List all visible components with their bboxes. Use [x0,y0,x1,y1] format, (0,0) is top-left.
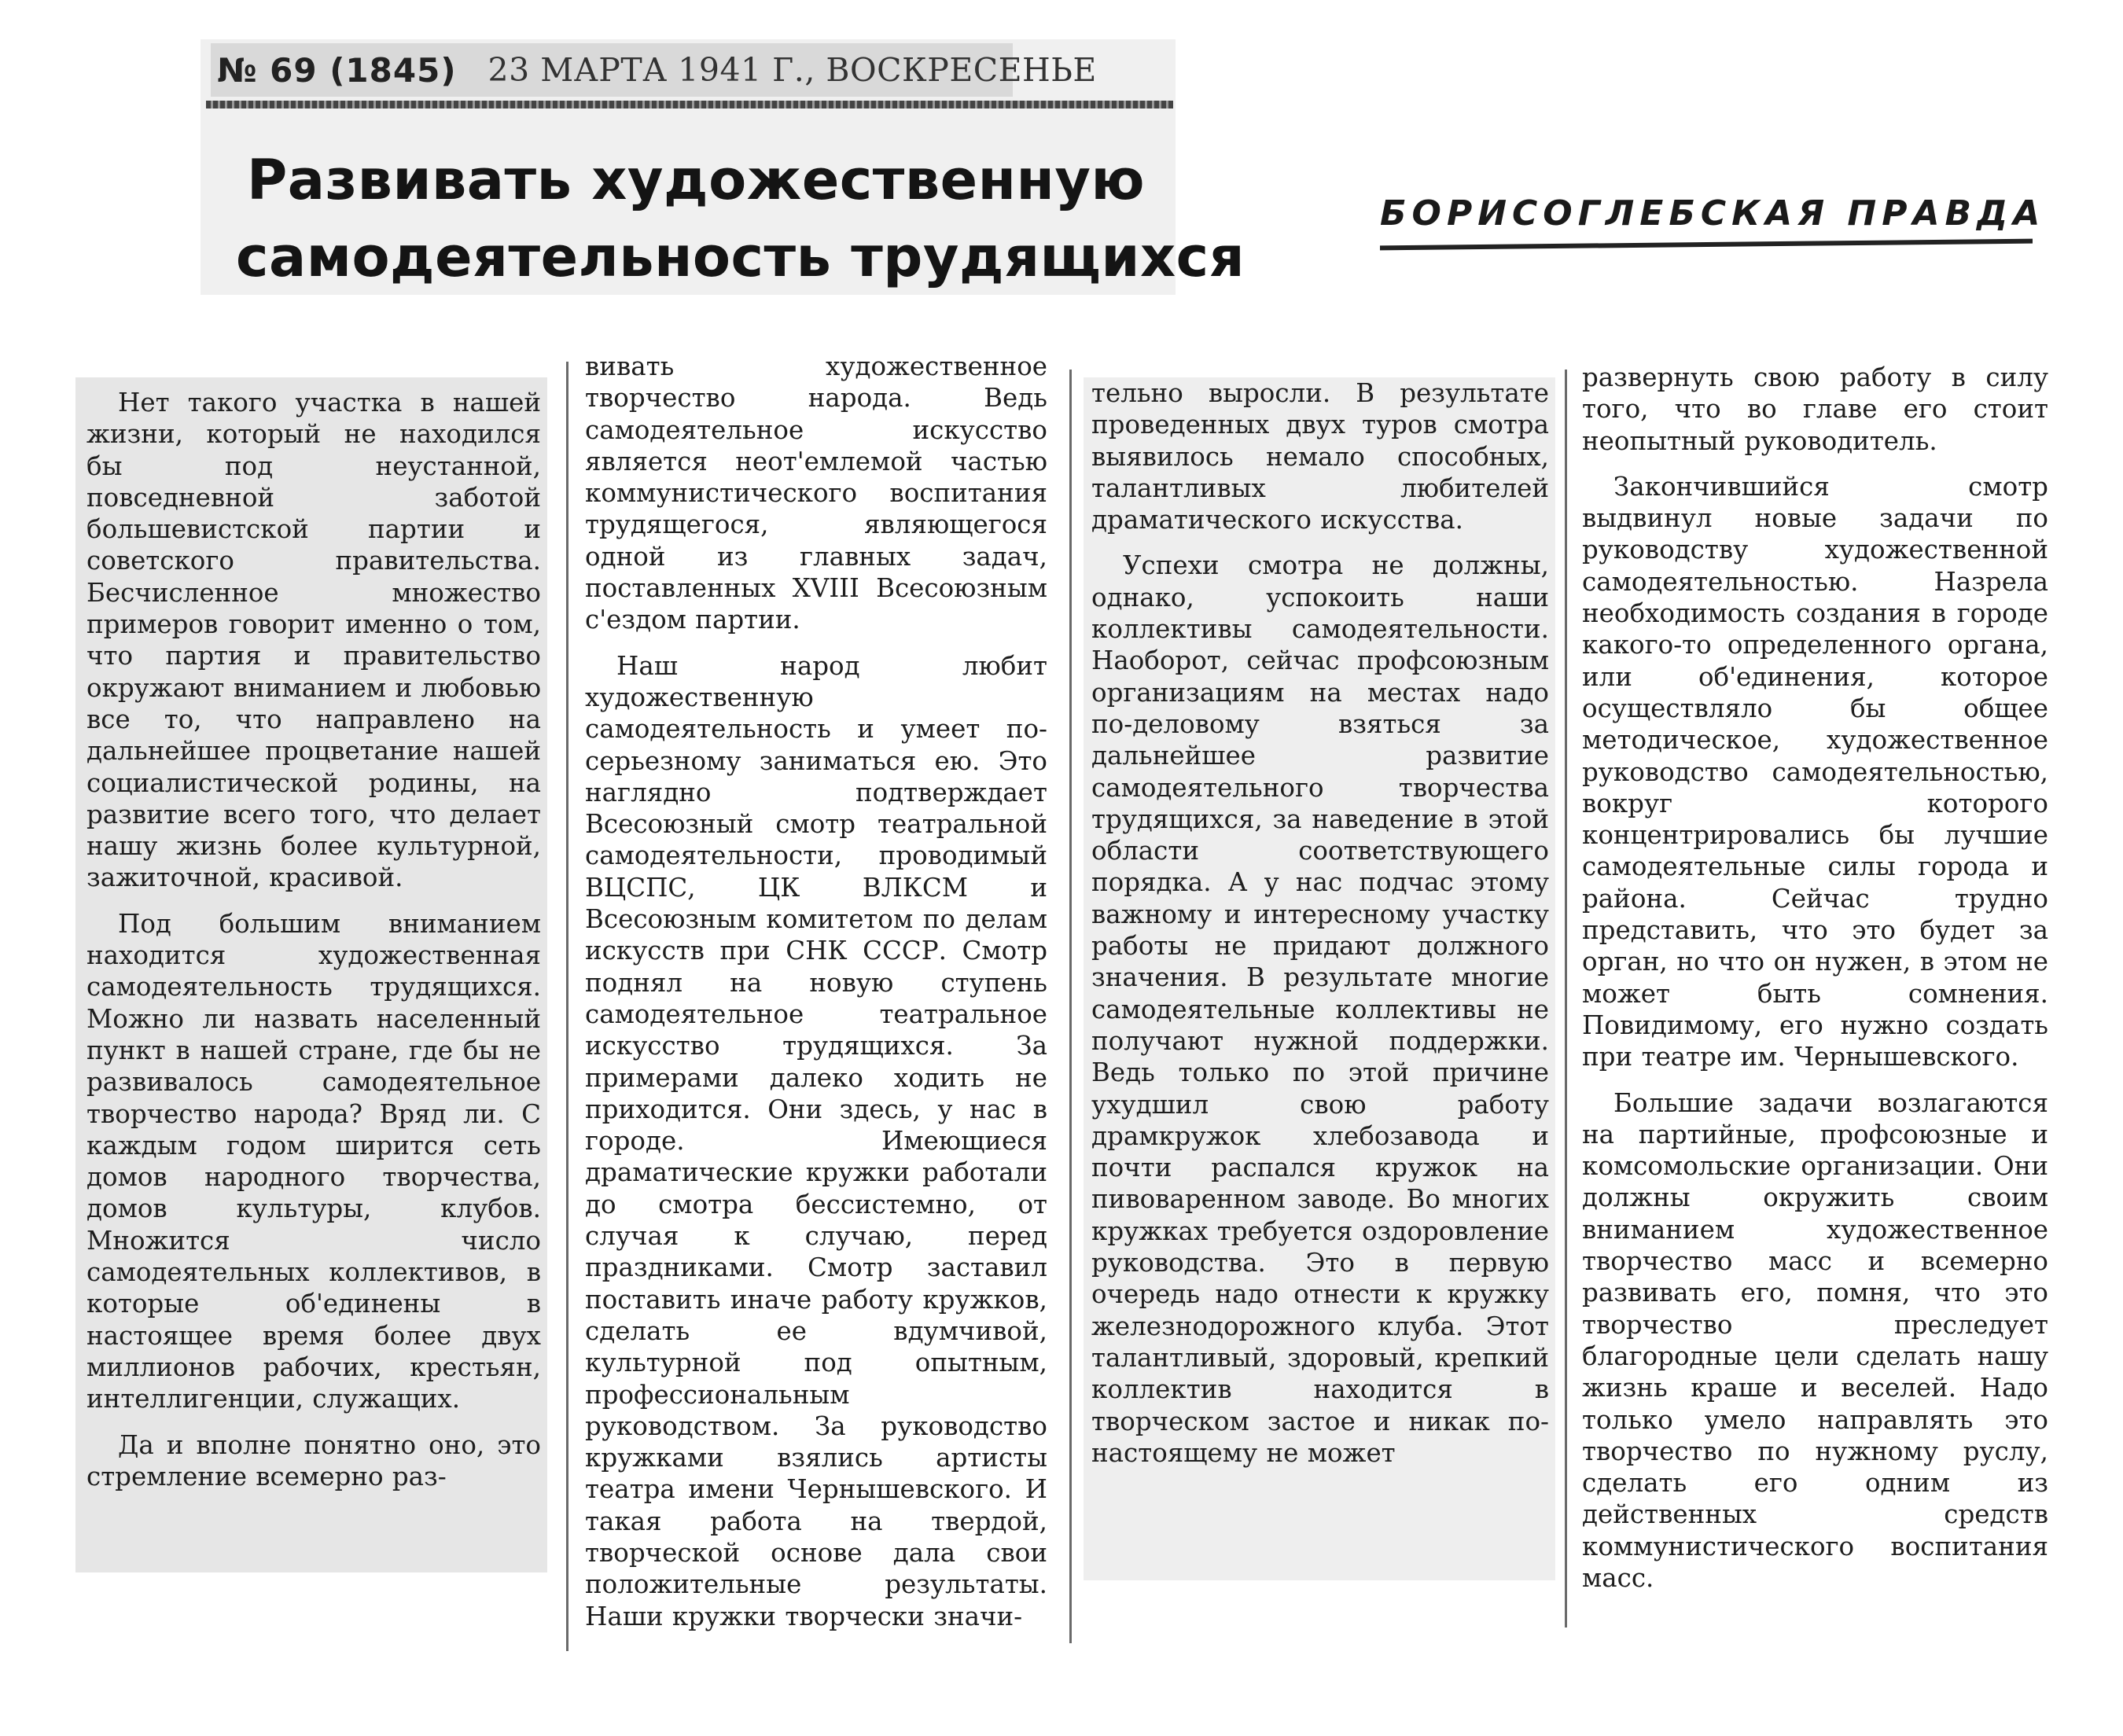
newspaper-name: БОРИСОГЛЕБСКАЯ ПРАВДА [1380,193,2046,234]
paragraph: Большие задачи возлагаются на партийные, профсоюзные и комсомольские организации. Они должны окружить своим вниманием художественное творчество масс и всемерно развивать его, помня, что это творчество преследует благородные цели сделать нашу жизнь краше и веселей. Надо только умело направлять это творчество по нужному руслу, сделать его одним из действенных средств коммунистического воспитания масс. [1582,1087,2048,1593]
paragraph: вивать художественное творчество народа. Ведь самодеятельное искусство является неот'емлемой частью коммунистического воспитания трудящегося, являющегося одной из главных задач, поставленных XVIII Всесоюзным с'ездом партии. [585,351,1047,635]
article-column-4 [1573,362,2056,1690]
paragraph: Наш народ любит художественную самодеятельность и умеет по-серьезному заниматься ею. Это наглядно подтверждает Всесоюзный смотр театральной самодеятельности, проводимый ВЦСПС, ЦК ВЛКСМ и Всесоюзным комитетом по делам искусств при СНК СССР. Смотр поднял на новую ступень самодеятельное театральное искусство трудящихся. За примерами далеко ходить не приходится. Они здесь, у нас в городе. Имеющиеся драматические кружки работали до смотра бессистемно, от случая к случаю, перед праздниками. Смотр заставил поставить иначе работу кружков, сделать ее вдумчивой, культурной под опытным, профессиональным руководством. За руководство кружками взялись артисты театра имени Чернышевского. И такая работа на твердой, творческой основе дала свои положительные результаты. Наши кружки творчески значи- [585,650,1047,1631]
issue-number: № 69 (1845) [217,50,457,90]
headline-line-1: Развивать художественную [246,148,1146,212]
column-divider-2 [1069,370,1072,1643]
column-divider-1 [566,362,568,1651]
issue-date: 23 МАРТА 1941 Г., ВОСКРЕСЕНЬЕ [488,51,1097,89]
issue-line [211,43,1097,97]
newspaper-name-rule [1380,239,2033,251]
article-column-2 [582,351,1054,1672]
issue-rule [206,101,1173,108]
headline-line-2: самодеятельность трудящихся [236,225,1245,289]
paragraph: развернуть свою работу в силу того, что во главе его стоит неопытный руководитель. [1582,362,2048,456]
paragraph: Нет такого участка в нашей жизни, который не находился бы под неустанной, повседневной заботой большевистской партии и советского правительства. Бесчисленное множество примеров говорит именно о том, что партия и правительство окружают вниманием и любовью все то, что направлено на дальнейшее процветание нашей социалистической родины, на развитие всего того, что делает нашу жизнь более культурной, зажиточной, красивой. [86,388,541,893]
paragraph: Закончившийся смотр выдвинул новые задачи по руководству художественной самодеятельностью. Назрела необходимость создания в городе какого-то определенного органа, или об'единения, которое осуществляло бы общее методическое, художественное руководство самодеятельностью, вокруг которого концентрировались бы лучшие самодеятельные силы города и района. Сейчас трудно представить, что это будет за орган, но что он нужен, в этом не может быть сомнения. Повидимому, его нужно создать при театре им. Чернышевского. [1582,471,2048,1072]
paragraph: Да и вполне понятно оно, это стремление всемерно раз- [86,1429,541,1491]
paragraph: тельно выросли. В результате проведенных двух туров смотра выявилось немало способных, талантливых любителей драматического искусства. [1091,378,1549,535]
headline [236,142,1245,296]
paragraph: Успехи смотра не должны, однако, успокоить наши коллективы самодеятельности. Наоборот, сейчас профсоюзным организациям на местах надо по-деловому взяться за дальнейшее развитие самодеятельного творчества трудящихся, за наведение в этой области соответствующего порядка. А у нас подчас этому важному и интересному участку работы не придают должного значения. В результате многие самодеятельные коллективы не получают нужной поддержки. Ведь только по этой причине ухудшил свою работу драмкружок хлебозавода и почти распался кружок на пивоваренном заводе. Во многих кружках требуется оздоровление руководства. Это в первую очередь надо отнести к кружку железнодорожного клуба. Этот талантливый, здоровый, крепкий коллектив находится в творческом застое и никак по-настоящему не может [1091,550,1549,1468]
article-column-1 [75,377,547,1572]
paragraph: Под большим вниманием находится художественная самодеятельность трудящихся. Можно ли назвать населенный пункт в нашей стране, где бы не развивалось самодеятельное творчество народа? Вряд ли. С каждым годом ширится сеть домов народного творчества, домов культуры, клубов. Множится число самодеятельных коллективов, в которые об'единены в настоящее время более двух миллионов рабочих, крестьян, интеллигенции, служащих. [86,908,541,1414]
column-divider-3 [1565,370,1567,1628]
article-column-3 [1084,377,1555,1580]
